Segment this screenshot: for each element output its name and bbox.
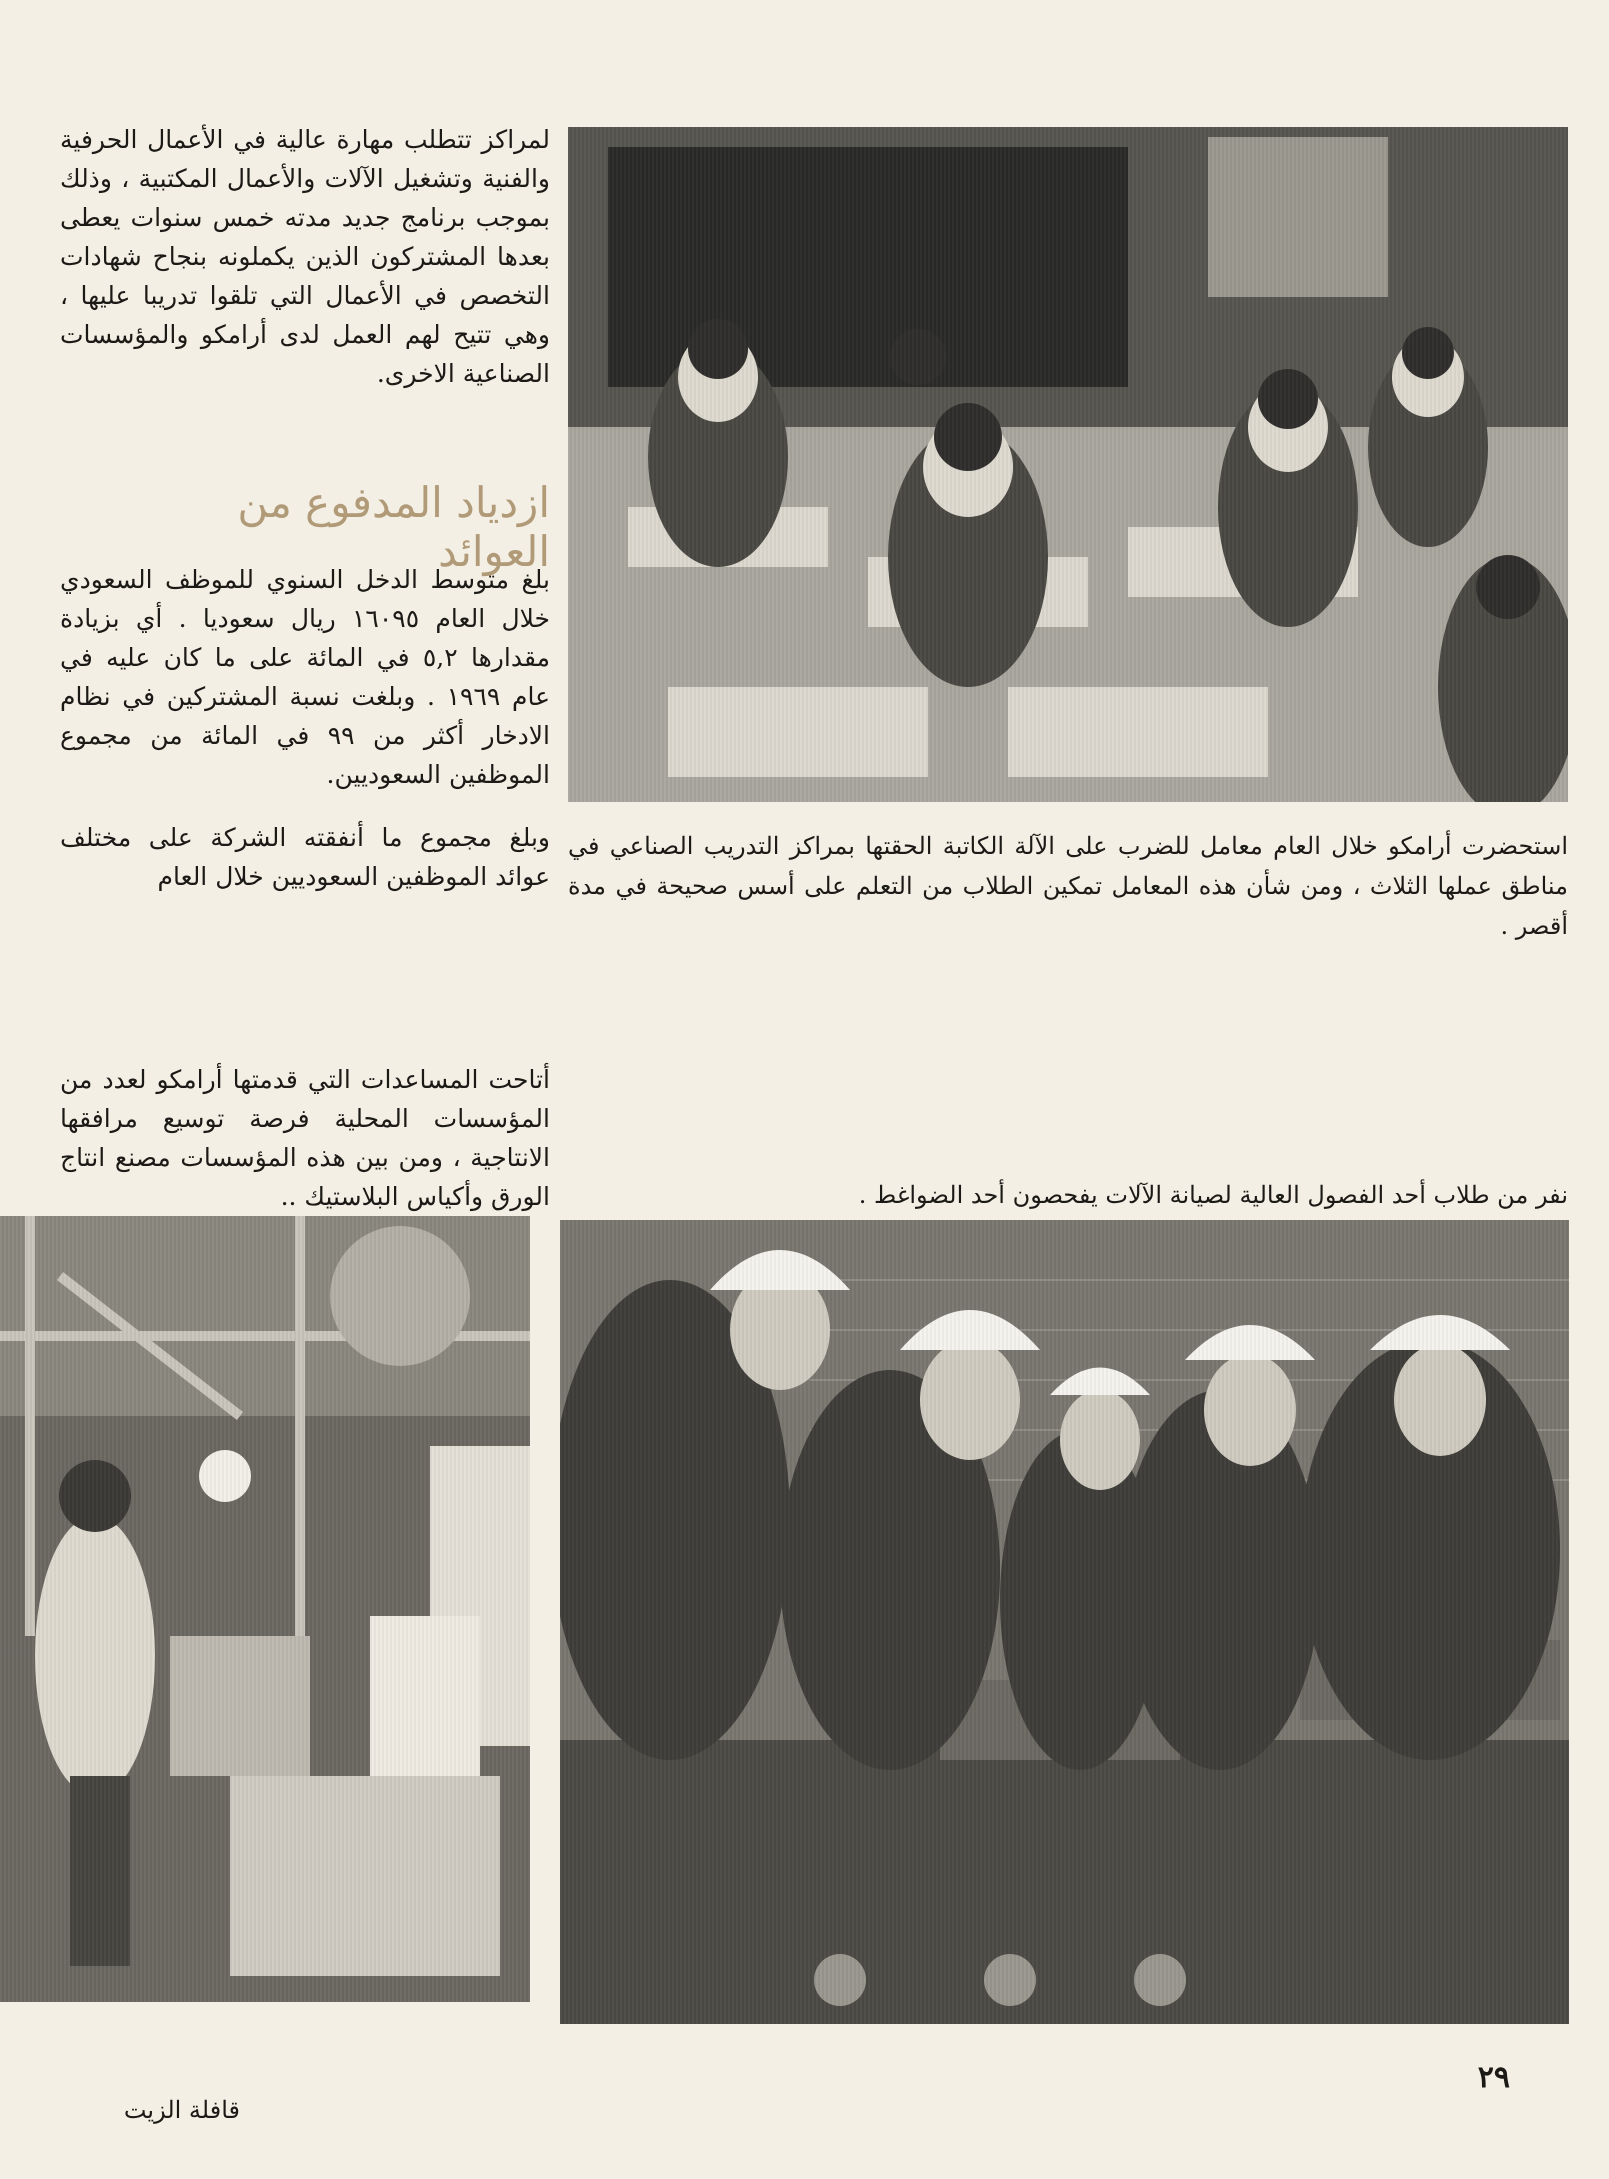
magazine-name: قافلة الزيت	[123, 2096, 240, 2124]
income-paragraph-continued: وبلغ مجموع ما أنفقته الشركة على مختلف عوائد الموظفين السعوديين خلال العام	[60, 823, 550, 891]
maintenance-caption: نفر من طلاب أحد الفصول العالية لصيانة الآلات يفحصون أحد الضواغط .	[858, 1181, 1568, 1209]
factory-illustration	[0, 1216, 530, 2002]
income-paragraph: بلغ متوسط الدخل السنوي للموظف السعودي خلال العام ١٦٠٩٥ ريال سعوديا . أي بزيادة مقدارها ٥,٢ في المائة على ما كان عليه في عام ١٩٦٩ . وبلغت نسبة المشتركين في نظام الادخار أكثر من ٩٩ في المائة من مجموع الموظفين السعوديين.	[60, 565, 550, 789]
typing-lab-caption: استحضرت أرامكو خلال العام معامل للضرب على الآلة الكاتبة الحقتها بمراكز التدريب الصناعي في مناطق عملها الثلاث ، ومن شأن هذه المعامل تمكين الطلاب من التعلم على أسس صحيحة في مدة أقصر .	[568, 832, 1568, 940]
maintenance-illustration	[560, 1220, 1569, 2024]
local-industry-caption: أتاحت المساعدات التي قدمتها أرامكو لعدد من المؤسسات المحلية فرصة توسيع مرافقها الانتاجية ، ومن بين هذه المؤسسات مصنع انتاج الورق وأكياس البلاستيك ..	[60, 1065, 550, 1211]
page-number: ٢٩	[1477, 2060, 1510, 2095]
section-heading: ازدياد المدفوع من العوائد	[237, 478, 550, 576]
typing-lab-photo	[568, 127, 1568, 802]
typing-lab-illustration	[568, 127, 1568, 802]
intro-paragraph: لمراكز تتطلب مهارة عالية في الأعمال الحرفية والفنية وتشغيل الآلات والأعمال المكتبية ، وذلك بموجب برنامج جديد مدته خمس سنوات يعطى بعدها المشتركون الذين يكملونه بنجاح شهادات التخصص في الأعمال التي تلقوا تدريبا عليها ، وهي تتيح لهم العمل لدى أرامكو والمؤسسات الصناعية الاخرى.	[60, 125, 550, 388]
maintenance-students-photo	[560, 1220, 1569, 2024]
factory-worker-photo	[0, 1216, 530, 2002]
